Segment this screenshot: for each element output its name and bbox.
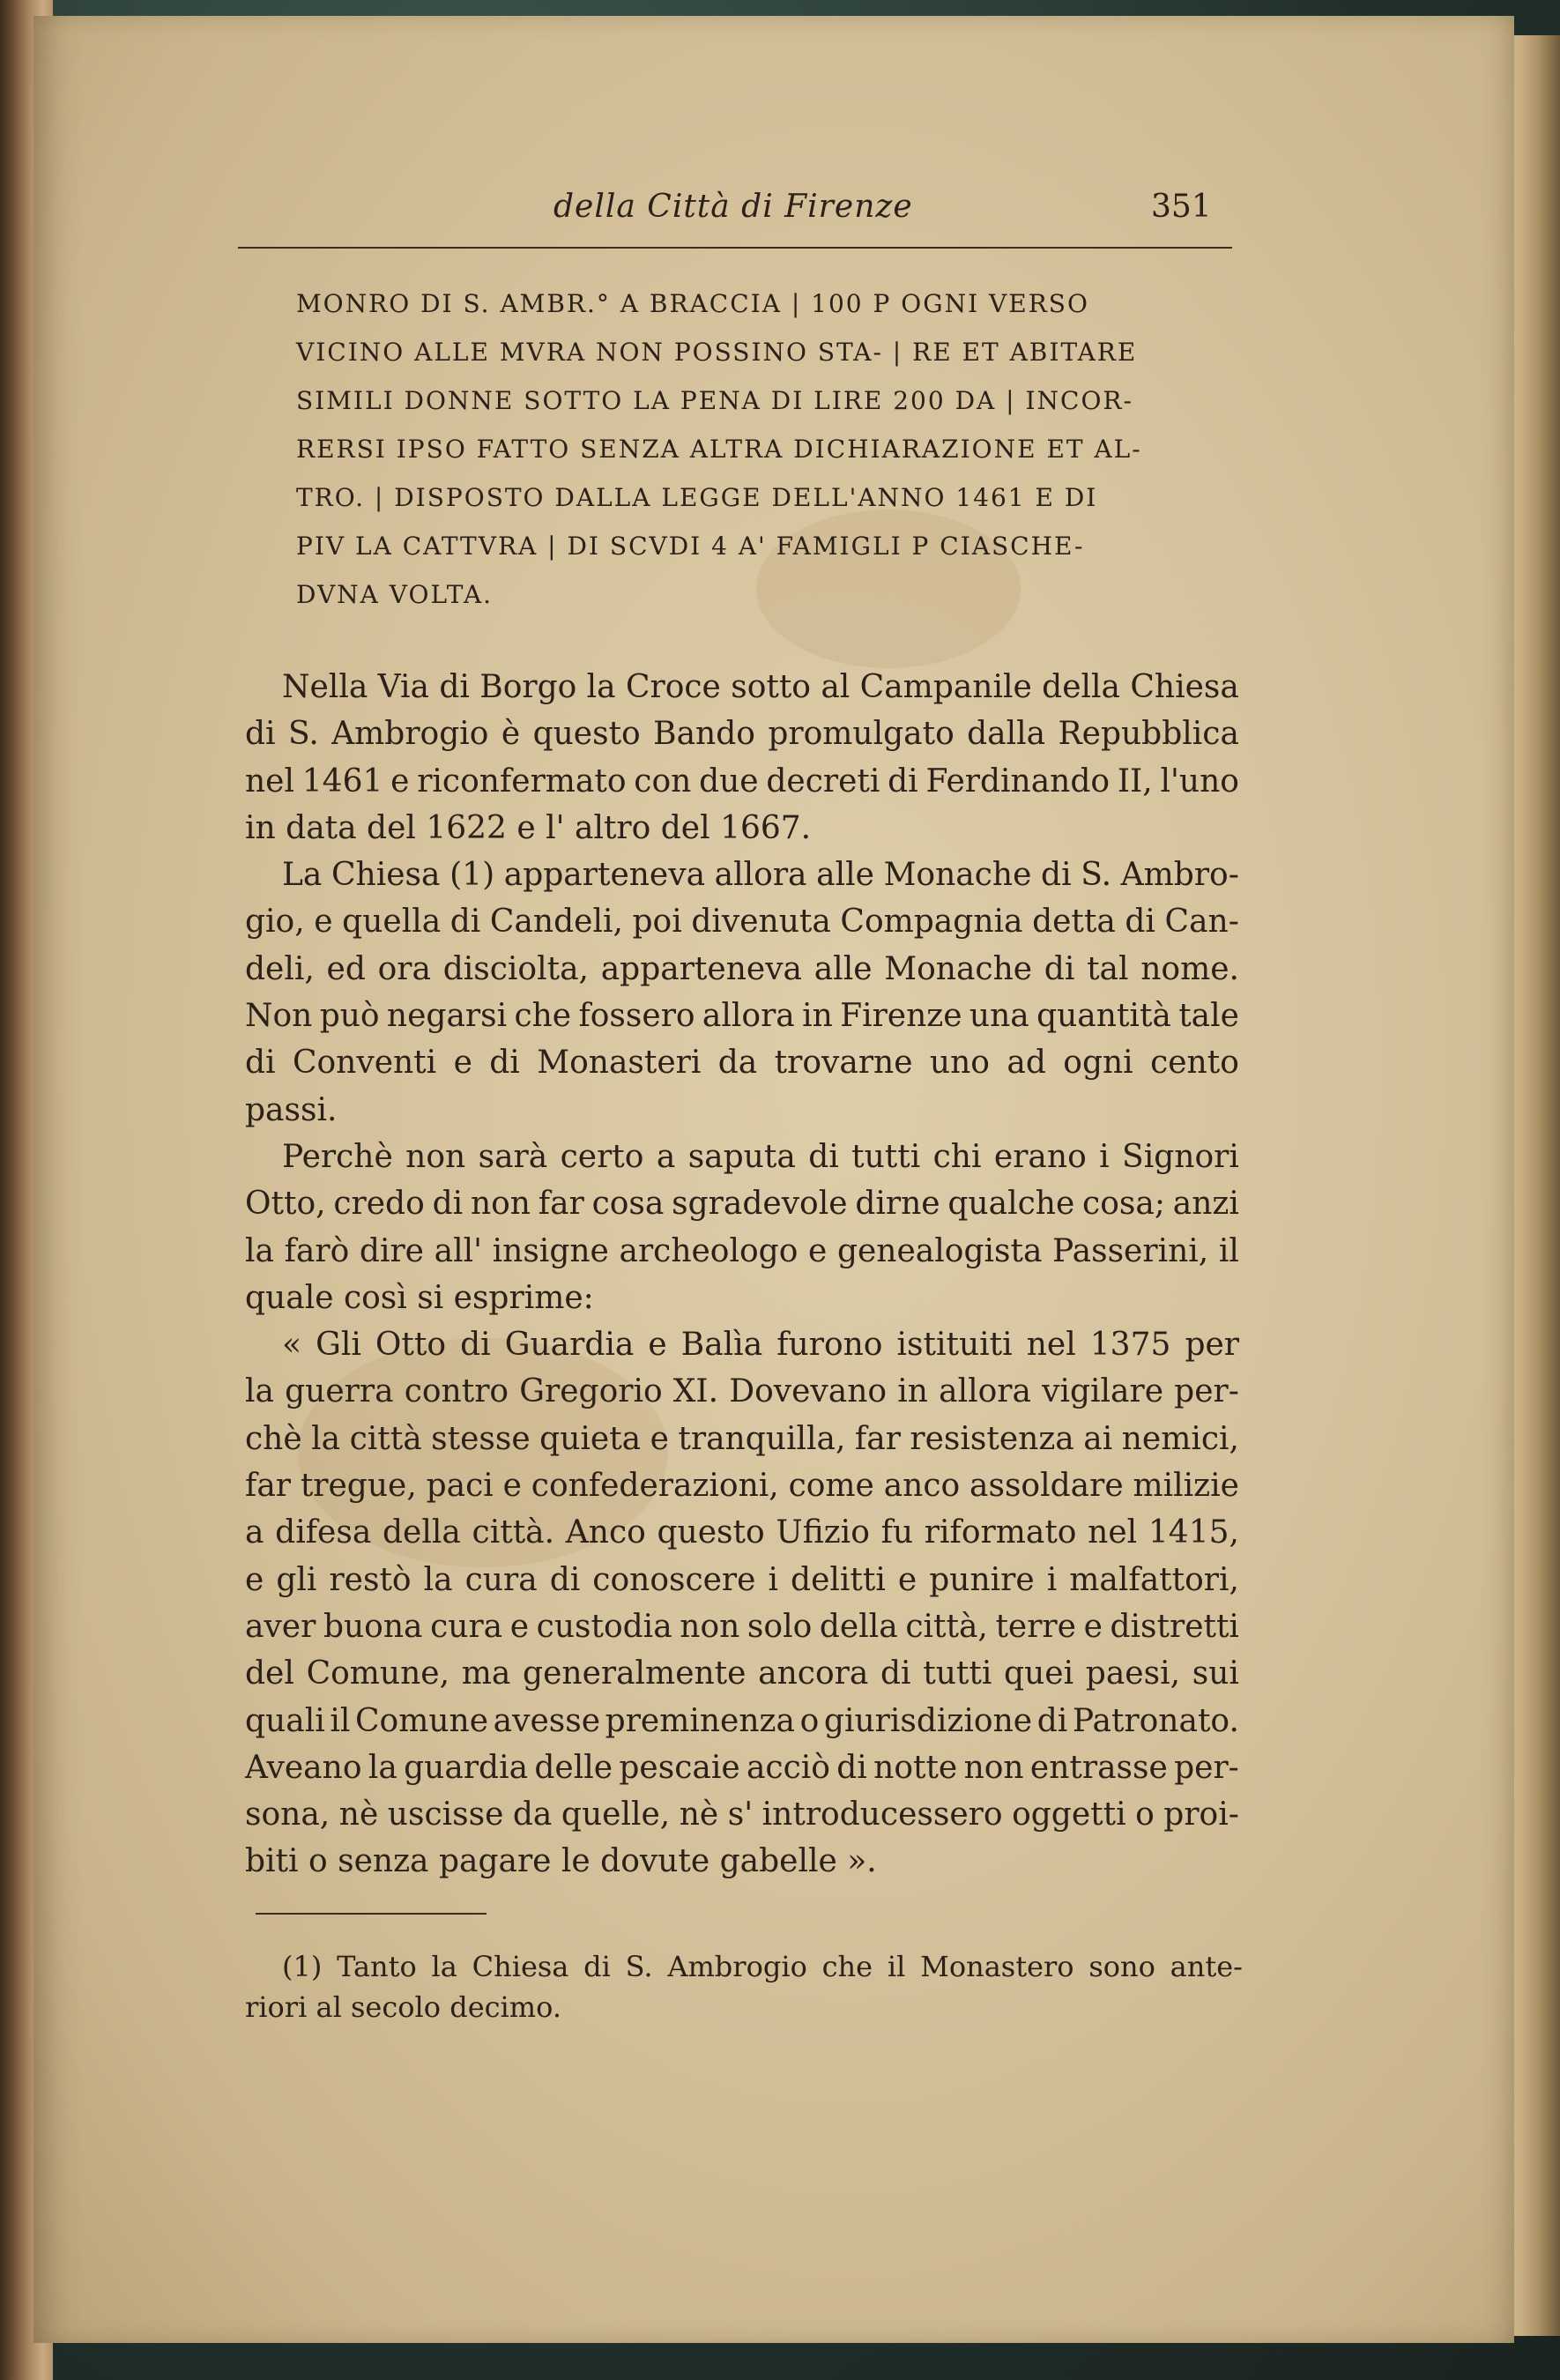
body-line: in data del 1622 e l' altro del 1667.: [245, 809, 812, 846]
body-line: sona, nè uscisse da quelle, nè s' introducessero oggetti o proi-: [245, 1796, 1239, 1833]
footnote-line: (1) Tanto la Chiesa di S. Ambrogio che il Monastero sono ante-: [282, 1950, 1243, 1983]
body-line: quale così si esprime:: [245, 1279, 594, 1316]
footnote: [245, 1946, 1243, 2027]
body-line: La Chiesa (1) apparteneva allora alle Monache di S. Ambro-: [282, 857, 1239, 894]
inscription-line: MONRO DI S. AMBR.° A BRACCIA | 100 P OGNI VERSO: [296, 289, 1089, 318]
inscription-line: PIV LA CATTVRA | DI SCVDI 4 A' FAMIGLI P CIASCHE-: [296, 532, 1085, 561]
inscription-line: VICINO ALLE MVRA NON POSSINO STA- | RE ET ABITARE: [296, 338, 1138, 367]
body-line: biti o senza pagare le dovute gabelle ».: [245, 1843, 877, 1880]
body-line: nel 1461 e riconfermato con due decreti di Ferdinando II, l'uno: [245, 762, 1239, 800]
body-line: la guerra contro Gregorio XI. Dovevano in allora vigilare per-: [245, 1373, 1239, 1410]
inscription-line: RERSI IPSO FATTO SENZA ALTRA DICHIARAZIONE ET AL-: [296, 435, 1142, 464]
body-line: « Gli Otto di Guardia e Balìa furono istituiti nel 1375 per: [282, 1327, 1239, 1364]
body-line: Non può negarsi che fossero allora in Firenze una quantità tale: [245, 998, 1239, 1035]
body-text: [245, 664, 1239, 1885]
body-line: far tregue, paci e confederazioni, come anco assoldare milizie: [245, 1468, 1239, 1505]
body-line: deli, ed ora disciolta, apparteneva alle Monache di tal nome.: [245, 950, 1239, 987]
body-line: a difesa della città. Anco questo Ufizio fu riformato nel 1415,: [245, 1514, 1239, 1551]
inscription-line: DVNA VOLTA.: [296, 580, 494, 609]
page-sheet: [33, 16, 1514, 2343]
body-line: Perchè non sarà certo a saputa di tutti chi erano i Signori: [282, 1138, 1239, 1175]
body-line: e gli restò la cura di conoscere i delitti e punire i malfattori,: [245, 1561, 1239, 1598]
body-line: aver buona cura e custodia non solo della città, terre e distretti: [245, 1608, 1239, 1645]
footnote-rule: [256, 1913, 487, 1915]
body-line: la farò dire all' insigne archeologo e genealogista Passerini, il: [245, 1232, 1239, 1269]
page-number: 351: [1151, 189, 1212, 225]
body-line: del Comune, ma generalmente ancora di tutti quei paesi, sui: [245, 1655, 1239, 1692]
body-line: gio, e quella di Candeli, poi divenuta Compagnia detta di Can-: [245, 904, 1239, 941]
inscription-line: TRO. | DISPOSTO DALLA LEGGE DELL'ANNO 1461 E DI: [296, 483, 1098, 512]
inscription-line: SIMILI DONNE SOTTO LA PENA DI LIRE 200 DA | INCOR-: [296, 386, 1133, 415]
body-line: passi.: [245, 1091, 338, 1128]
running-title: della Città di Firenze: [553, 189, 913, 225]
body-line: quali il Comune avesse preminenza o giurisdizione di Patronato.: [245, 1702, 1239, 1739]
body-line: chè la città stesse quieta e tranquilla, far resistenza ai nemici,: [245, 1420, 1239, 1457]
header-rule: [238, 247, 1232, 249]
body-line: Otto, credo di non far cosa sgradevole dirne qualche cosa; anzi: [245, 1186, 1239, 1223]
body-line: di S. Ambrogio è questo Bando promulgato dalla Repubblica: [245, 716, 1239, 753]
footnote-line: riori al secolo decimo.: [245, 1990, 561, 2024]
body-line: Aveano la guardia delle pescaie acciò di notte non entrasse per-: [245, 1749, 1239, 1786]
body-line: di Conventi e di Monasteri da trovarne uno ad ogni cento: [245, 1045, 1239, 1082]
inscription-block: [296, 289, 1177, 628]
body-line: Nella Via di Borgo la Croce sotto al Campanile della Chiesa: [282, 669, 1239, 705]
